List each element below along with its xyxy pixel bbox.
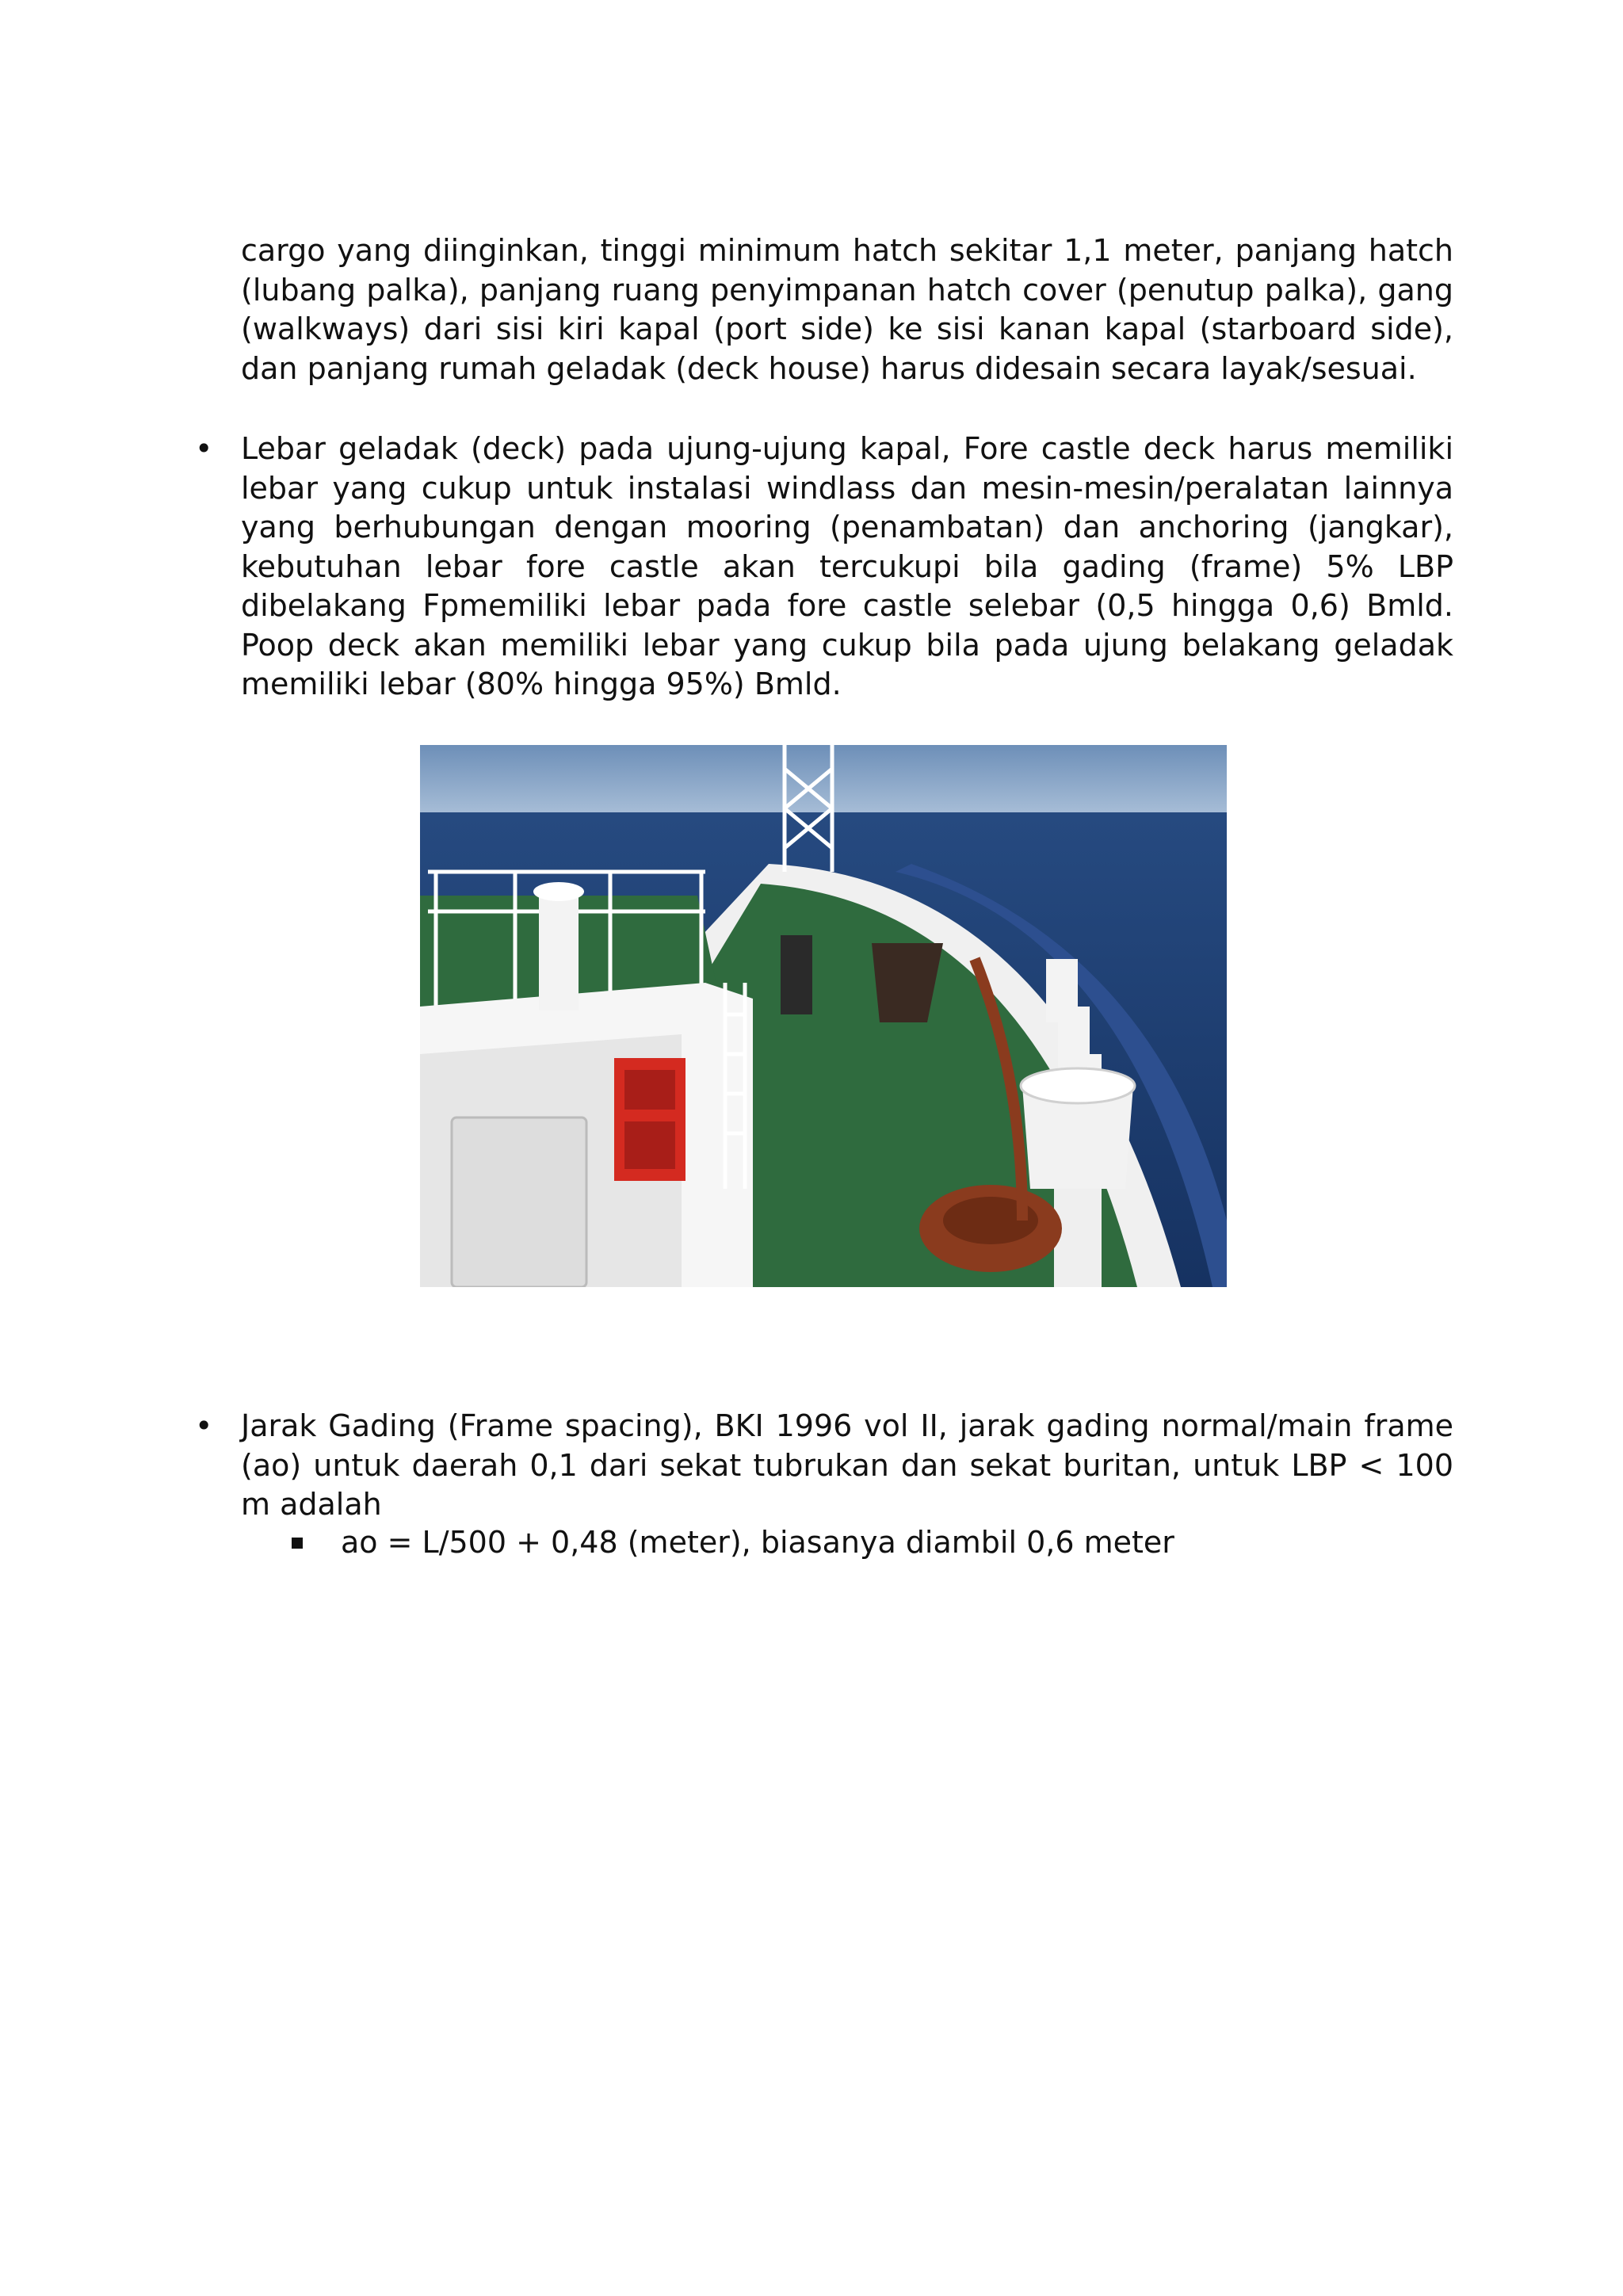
sub-bullet-square-icon <box>292 1538 303 1549</box>
paragraph-cargo-hatch: cargo yang diinginkan, tinggi minimum hatch sekitar 1,1 meter, panjang hatch (lubang palka), panjang ruang penyimpanan hatch cover (penutup palka), gang (walkways) dari sisi kiri kapal (port side) ke sisi kanan kapal (starboard side), dan panjang rumah geladak (deck house) harus didesain secara layak/sesuai. <box>241 233 1453 386</box>
formula-frame-spacing: ao = L/500 + 0,48 (meter), biasanya diambil 0,6 meter <box>341 1525 1174 1560</box>
paragraph-deck-width: Lebar geladak (deck) pada ujung-ujung kapal, Fore castle deck harus memiliki lebar yang cukup untuk instalasi windlass dan mesin-mesin/peralatan lainnya yang berhubungan dengan mooring (penambatan) dan anchoring (jangkar), kebutuhan lebar fore castle akan tercukupi bila gading (frame) 5% LBP dibelakang Fpmemiliki lebar pada fore castle selebar (0,5 hingga 0,6) Bmld. Poop deck akan memiliki lebar yang cukup bila pada ujung belakang geladak memiliki lebar (80% hingga 95%) Bmld. <box>241 431 1453 701</box>
bullet-deck-width: • <box>195 431 213 466</box>
paragraph-frame-spacing: Jarak Gading (Frame spacing), BKI 1996 vol II, jarak gading normal/main frame (ao) untuk daerah 0,1 dari sekat tubrukan dan sekat buritan, untuk LBP < 100 m adalah <box>241 1408 1453 1522</box>
forecastle-deck-photo <box>420 745 1227 1287</box>
bullet-frame-spacing: • <box>195 1408 213 1443</box>
